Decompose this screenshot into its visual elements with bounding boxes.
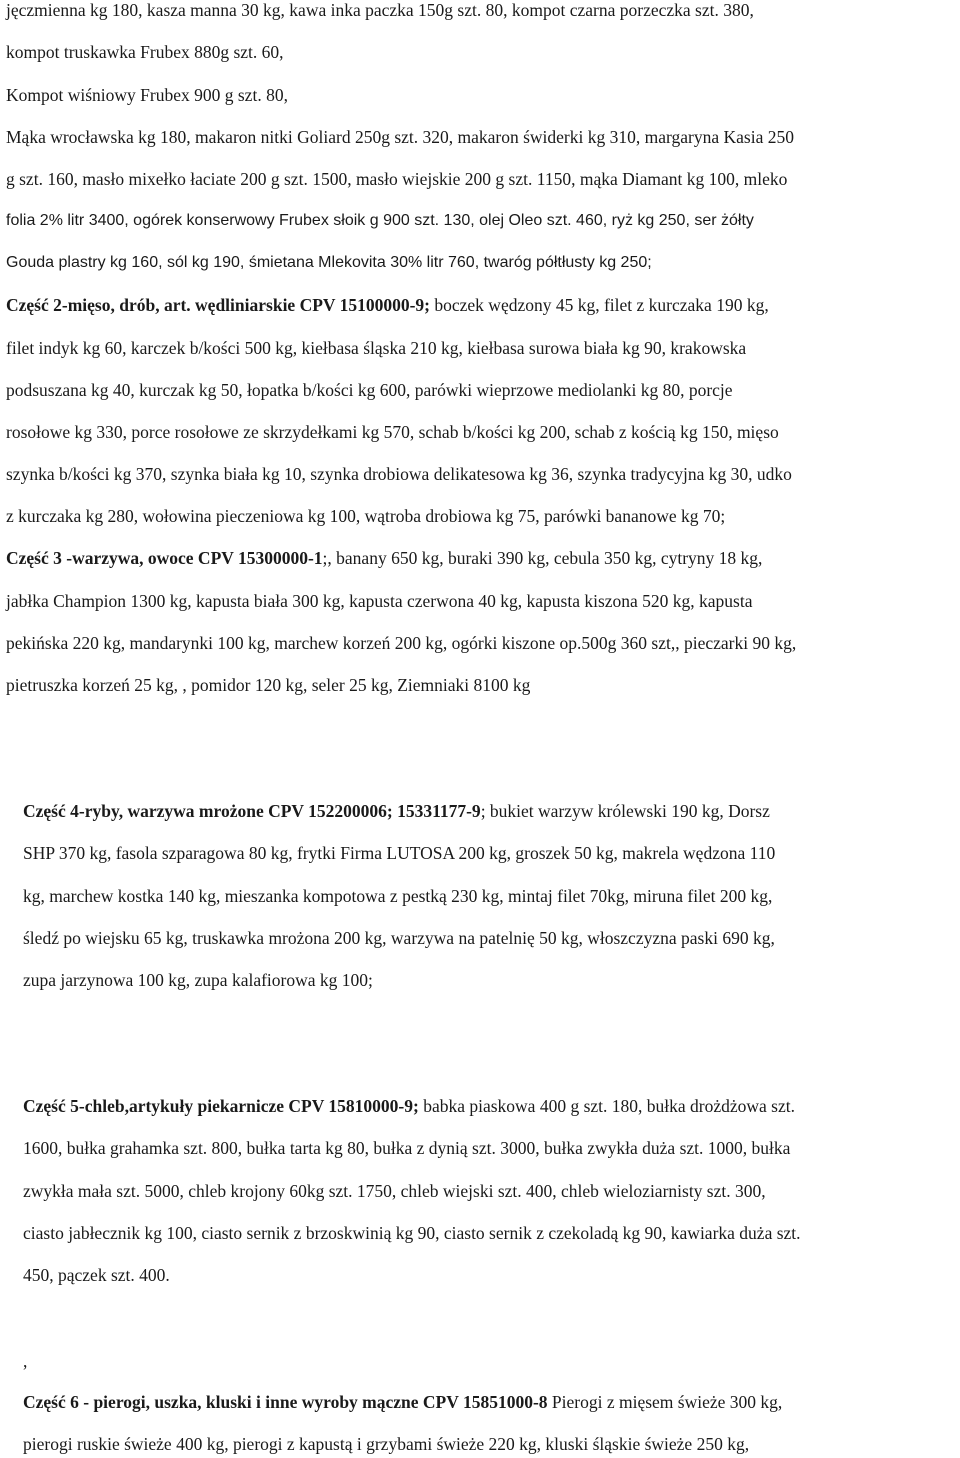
- section-heading-part-4: Część 4-ryby, warzywa mrożone CPV 152200006; 15331177-9: [23, 801, 481, 821]
- text-line: pierogi ruskie świeże 400 kg, pierogi z kapustą i grzybami świeże 220 kg, kluski śląskie świeże 250 kg,: [23, 1434, 750, 1454]
- text-line: filet indyk kg 60, karczek b/kości 500 kg, kiełbasa śląska 210 kg, kiełbasa surowa biała kg 90, krakowska: [6, 338, 747, 358]
- section-part-4-first-line: [23, 801, 770, 821]
- text-line: 1600, bułka grahamka szt. 800, bułka tarta kg 80, bułka z dynią szt. 3000, bułka zwykła duża szt. 1000, bułka: [23, 1138, 791, 1158]
- text-run: Pierogi z mięsem świeże 300 kg,: [547, 1392, 783, 1412]
- text-line: kompot truskawka Frubex 880g szt. 60,: [6, 42, 284, 62]
- text-line: Gouda plastry kg 160, sól kg 190, śmietana Mlekovita 30% litr 760, twaróg półtłusty kg 250;: [6, 254, 652, 271]
- text-run: babka piaskowa 400 g szt. 180, bułka drożdżowa szt.: [418, 1096, 795, 1116]
- text-line: SHP 370 kg, fasola szparagowa 80 kg, frytki Firma LUTOSA 200 kg, groszek 50 kg, makrela wędzona 110: [23, 843, 776, 863]
- section-part-5-first-line: [23, 1096, 795, 1116]
- section-part-6-first-line: [23, 1392, 782, 1412]
- text-line: podsuszana kg 40, kurczak kg 50, łopatka b/kości kg 600, parówki wieprzowe mediolanki kg 80, porcje: [6, 380, 733, 400]
- text-line: zwykła mała szt. 5000, chleb krojony 60kg szt. 1750, chleb wiejski szt. 400, chleb wieloziarnisty szt. 300,: [23, 1181, 766, 1201]
- text-run: ;, banany 650 kg, buraki 390 kg, cebula 350 kg, cytryny 18 kg,: [322, 548, 763, 568]
- section-heading-part-3: Część 3 -warzywa, owoce CPV 15300000-1: [6, 548, 323, 568]
- text-line: jęczmienna kg 180, kasza manna 30 kg, kawa inka paczka 150g szt. 80, kompot czarna porzeczka szt. 380,: [6, 0, 754, 20]
- text-line: jabłka Champion 1300 kg, kapusta biała 300 kg, kapusta czerwona 40 kg, kapusta kiszona 520 kg, kapusta: [6, 591, 753, 611]
- section-heading-part-5: Część 5-chleb,artykuły piekarnicze CPV 15810000-9;: [23, 1096, 419, 1116]
- text-line: pietruszka korzeń 25 kg, , pomidor 120 kg, seler 25 kg, Ziemniaki 8100 kg: [6, 675, 531, 695]
- text-line: folia 2% litr 3400, ogórek konserwowy Frubex słoik g 900 szt. 130, olej Oleo szt. 460, ryż kg 250, ser żółty: [6, 212, 754, 229]
- text-line: g szt. 160, masło mixełko łaciate 200 g szt. 1500, masło wiejskie 200 g szt. 1150, mąka Diamant kg 100, mleko: [6, 169, 788, 189]
- text-line: 450, pączek szt. 400.: [23, 1265, 170, 1285]
- text-line: zupa jarzynowa 100 kg, zupa kalafiorowa kg 100;: [23, 970, 373, 990]
- text-run: ; bukiet warzyw królewski 190 kg, Dorsz: [480, 801, 770, 821]
- text-line: śledź po wiejsku 65 kg, truskawka mrożona 200 kg, warzywa na patelnię 50 kg, włoszczyzna paski 690 kg,: [23, 928, 775, 948]
- text-run: boczek wędzony 45 kg, filet z kurczaka 190 kg,: [430, 295, 769, 315]
- text-line: szynka b/kości kg 370, szynka biała kg 10, szynka drobiowa delikatesowa kg 36, szynka tradycyjna kg 30, udko: [6, 464, 792, 484]
- separator-comma: ,: [23, 1351, 28, 1371]
- text-line: pekińska 220 kg, mandarynki 100 kg, marchew korzeń 200 kg, ogórki kiszone op.500g 360 szt,, pieczarki 90 kg,: [6, 633, 797, 653]
- section-heading-part-2: Część 2-mięso, drób, art. wędliniarskie CPV 15100000-9;: [6, 295, 430, 315]
- text-line: Kompot wiśniowy Frubex 900 g szt. 80,: [6, 85, 288, 105]
- text-line: Mąka wrocławska kg 180, makaron nitki Goliard 250g szt. 320, makaron świderki kg 310, margaryna Kasia 250: [6, 127, 794, 147]
- text-line: z kurczaka kg 280, wołowina pieczeniowa kg 100, wątroba drobiowa kg 75, parówki bananowe kg 70;: [6, 506, 726, 526]
- section-part-2-first-line: [6, 295, 769, 315]
- section-heading-part-6: Część 6 - pierogi, uszka, kluski i inne wyroby mączne CPV 15851000-8: [23, 1392, 548, 1412]
- section-part-3-first-line: [6, 548, 762, 568]
- text-line: rosołowe kg 330, porce rosołowe ze skrzydełkami kg 570, schab b/kości kg 200, schab z kością kg 150, mięso: [6, 422, 779, 442]
- text-line: kg, marchew kostka 140 kg, mieszanka kompotowa z pestką 230 kg, mintaj filet 70kg, miruna filet 200 kg,: [23, 886, 773, 906]
- text-line: ciasto jabłecznik kg 100, ciasto sernik z brzoskwinią kg 90, ciasto sernik z czekoladą kg 90, kawiarka duża szt.: [23, 1223, 801, 1243]
